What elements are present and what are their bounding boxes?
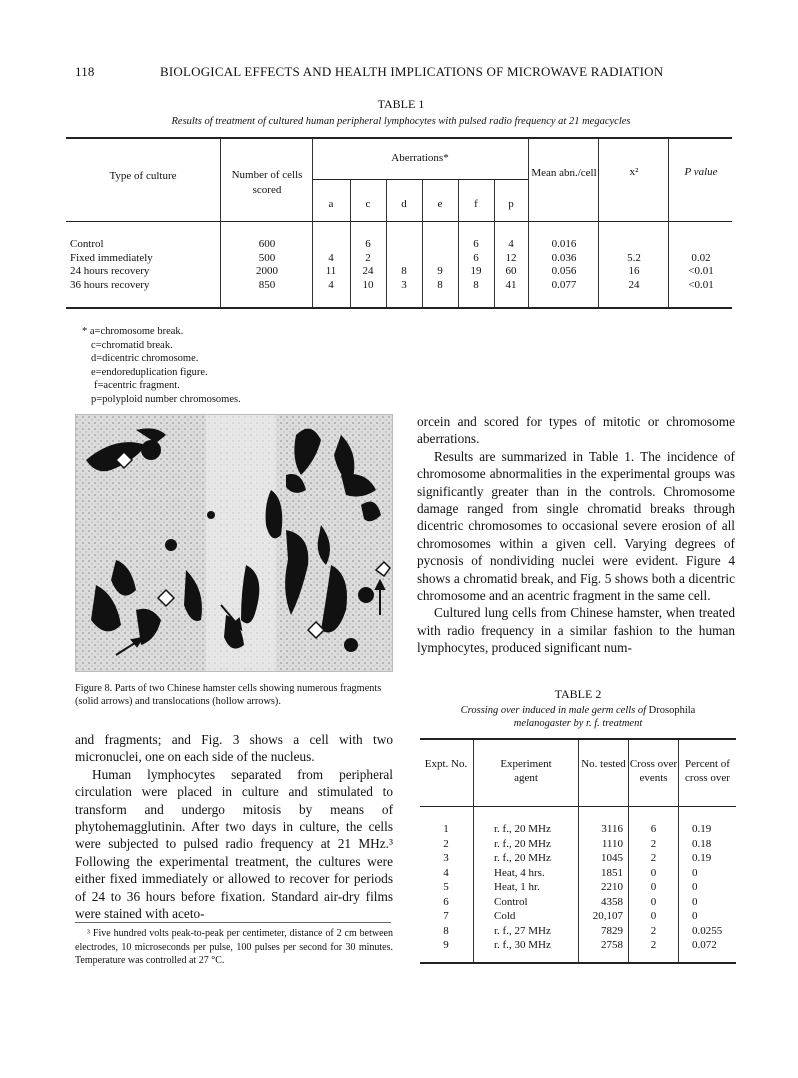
t2-cell-tested: 20,107 [592,910,623,922]
right-paragraph-2: Results are summarized in Table 1. The incidence of chromosome abnormalities in the experimental groups was significantly greater than in the controls. Chromosome damage ranged from single chromatid breaks through dicentric chromosomes to occasional severe erosion of all chromosomes within a given cell. Varying degrees of pycnosis of nondividing nuclei were evident. Figure 4 shows a chromatid break, and Fig. 5 shows both a dicentric chromosome and an acentric fragment in the same cell. [417,448,735,604]
table1-divider [598,139,599,307]
t1-cell-a: 4 [328,251,334,264]
table2-caption-part-c: melanogaster by r. f. treatment [513,718,643,729]
t1-cell-f: 8 [473,278,479,291]
table1-aberrations-rule [312,179,528,180]
t1-col-cells: Number of cells scored [231,169,303,196]
t2-cell-pct: 0 [692,866,698,879]
t2-cell-tested: 3116 [601,823,623,835]
t1-cell-c: 24 [362,265,374,277]
t2-cell-no: 8 [443,924,449,937]
t2-cell-tested: 1851 [601,866,623,879]
footnote-f: f=acentric fragment. [94,380,180,391]
t2-cell-pct: 0.19 [692,852,712,864]
t1-sub-c: c [365,198,371,210]
t1-sub-p: p [508,198,514,210]
t1-sub-a: a [328,198,334,210]
t1-cell-type: Control [70,238,104,250]
t1-cell-a: 11 [325,265,337,277]
t2-cell-tested: 4358 [601,895,623,908]
table2-bottom-rule [420,962,736,964]
t2-cell-no: 6 [443,895,449,908]
table2-caption [420,704,736,730]
t1-cell-type: 36 hours recovery [70,278,150,291]
running-title: BIOLOGICAL EFFECTS AND HEALTH IMPLICATIONS OF MICROWAVE RADIATION [160,64,664,79]
t1-cell-p: 12 [505,251,517,264]
t2-cell-agent: r. f., 20 MHz [494,823,551,835]
t2-cell-agent: Control [494,895,528,908]
table1-caption: Results of treatment of cultured human peripheral lymphocytes with pulsed radio frequency at 21 megacycles [171,116,631,127]
t1-cell-c: 10 [362,278,374,291]
t1-cell-pval: <0.01 [688,265,714,277]
t1-sub-f: f [474,198,478,210]
t1-cell-e: 9 [437,265,443,277]
t1-cell-e: 8 [437,278,443,291]
t1-cell-a: 4 [328,278,334,291]
table1-divider [668,139,669,307]
table1-header-rule [66,221,732,222]
t2-cell-agent: r. f., 27 MHz [494,924,551,937]
t2-cell-agent: Heat, 1 hr. [494,881,540,893]
left-column [75,731,393,922]
page-number: 118 [75,64,95,79]
t2-cell-pct: 0 [692,910,698,922]
t1-cell-pval: 0.02 [691,251,711,264]
right-paragraph-3: Cultured lung cells from Chinese hamster, when treated with radio frequency in a similar fashion to the human lymphocytes, produced significant num- [417,605,735,656]
table2-label: TABLE 2 [554,687,602,701]
t1-col-aberrations: Aberrations* [391,152,449,164]
t2-cell-events: 0 [650,881,657,893]
t2-cell-agent: r. f., 30 MHz [494,939,551,951]
t1-col-chi: x² [629,166,639,178]
t2-cell-pct: 0.18 [692,837,712,850]
t1-cell-d: 8 [401,265,407,277]
table1-top-rule [66,137,732,139]
t2-cell-events: 0 [650,866,657,879]
t2-cell-no: 2 [443,837,449,850]
t2-col-pct: Percent of cross over [685,758,730,784]
t1-cell-c: 6 [365,238,371,250]
footnote-c: c=chromatid break. [91,339,173,351]
left-paragraph-2: Human lymphocytes separated from peripheral circulation were placed in culture and stimulated to transform and undergo mitosis by means of phytohemagglutinin. After two days in culture, the cells were subjected to pulsed radio frequency at 21 MHz.³ Following the experimental treatment, the cultures were either fixed immediately or allowed to recover for periods of 24 to 36 hours before fixation. Standard air-dry films were stained with aceto- [75,766,393,922]
table2-caption-part-a: Crossing over induced in male germ cells of [460,705,647,716]
t1-cell-type: Fixed immediately [70,251,153,264]
t2-cell-pct: 0 [692,881,698,893]
figure8-micrograph [75,414,393,672]
t1-cell-mean: 0.036 [551,251,577,264]
t1-cell-d: 3 [401,278,407,291]
t2-cell-pct: 0.19 [692,823,712,835]
footnote-3: ³ Five hundred volts peak-to-peak per centimeter, distance of 2 cm between electrodes, 10 microseconds per pulse, 100 pulses per second for 30 minutes. Temperature was controlled at 27 °C. [75,928,393,966]
t2-cell-tested: 1110 [601,837,623,850]
t2-col-events: Cross over events [629,758,678,784]
t1-cell-mean: 0.056 [551,265,577,277]
t2-cell-pct: 0.072 [692,939,717,951]
table1-divider [528,139,529,307]
t2-cell-no: 1 [443,823,449,835]
t2-cell-no: 7 [443,910,449,922]
t2-cell-events: 0 [650,895,657,908]
footnote-d: d=dicentric chromosome. [91,353,199,364]
t1-cell-f: 6 [473,238,479,250]
right-column [417,413,735,657]
t2-cell-agent: Cold [494,910,516,922]
t2-cell-agent: r. f., 20 MHz [494,837,551,850]
t2-cell-events: 2 [650,852,657,864]
t1-cell-cells: 2000 [256,265,278,277]
figure8-caption: Figure 8. Parts of two Chinese hamster cells showing numerous fragments (solid arrows) and translocations (hollow arrows). [75,683,382,707]
t1-cell-mean: 0.016 [551,238,577,250]
footnote-divider [75,922,391,923]
table2-caption-part-b: Drosophila [648,705,696,716]
t2-cell-no: 3 [443,852,449,864]
table1-footnotes [82,325,382,406]
footnote-a: * a=chromosome break. [82,326,184,337]
t2-cell-agent: r. f., 20 MHz [494,852,551,864]
t2-cell-pct: 0.0255 [692,924,723,937]
table1-label: TABLE 1 [377,97,425,111]
table1-bottom-rule [66,307,732,309]
right-paragraph-1: orcein and scored for types of mitotic or chromosome aberrations. [417,414,735,447]
t1-cell-cells: 850 [258,278,276,291]
t2-cell-no: 5 [443,881,449,893]
t2-cell-events: 0 [650,910,657,922]
t1-cell-p: 4 [508,238,514,250]
t1-col-mean: Mean abn./cell [531,167,597,179]
t2-cell-no: 4 [443,866,449,879]
t1-cell-chi: 16 [628,265,640,277]
t2-cell-no: 9 [443,939,449,951]
t2-col-tested: No. tested [581,758,626,770]
t1-col-type: Type of culture [109,170,177,182]
left-paragraph-1: and fragments; and Fig. 3 shows a cell with two micronuclei, one on each side of the nucleus. [75,732,393,765]
t2-cell-events: 2 [650,837,657,850]
t2-cell-tested: 2210 [601,881,623,893]
t1-cell-chi: 24 [628,278,640,291]
t2-cell-tested: 7829 [601,924,623,937]
t1-cell-c: 2 [365,251,371,264]
micrograph-image [76,415,392,671]
t1-cell-cells: 500 [258,251,276,264]
t1-col-p: P value [684,166,718,178]
table1-divider [220,139,221,307]
t2-cell-agent: Heat, 4 hrs. [494,866,545,879]
t2-col-agent: Experiment agent [500,758,552,784]
t1-cell-f: 6 [473,251,479,264]
t1-cell-p: 60 [505,265,517,277]
t1-sub-e: e [437,198,443,210]
footnote-p: p=polyploid number chromosomes. [91,393,241,405]
t2-cell-events: 2 [650,924,657,937]
t2-col-expt: Expt. No. [424,758,468,770]
t2-cell-events: 2 [650,939,657,951]
t2-cell-events: 6 [650,823,657,835]
t1-cell-chi: 5.2 [627,251,641,264]
t1-cell-cells: 600 [258,238,276,250]
t1-cell-type: 24 hours recovery [70,265,150,277]
t1-cell-p: 41 [505,278,517,291]
t1-cell-f: 19 [470,265,482,277]
t2-cell-pct: 0 [692,895,698,908]
footnote-e: e=endoreduplication figure. [91,366,208,378]
t1-cell-pval: <0.01 [688,278,714,291]
t2-cell-tested: 1045 [601,852,623,864]
t2-cell-tested: 2758 [601,939,623,951]
t1-sub-d: d [401,198,407,210]
t1-cell-mean: 0.077 [551,278,577,291]
